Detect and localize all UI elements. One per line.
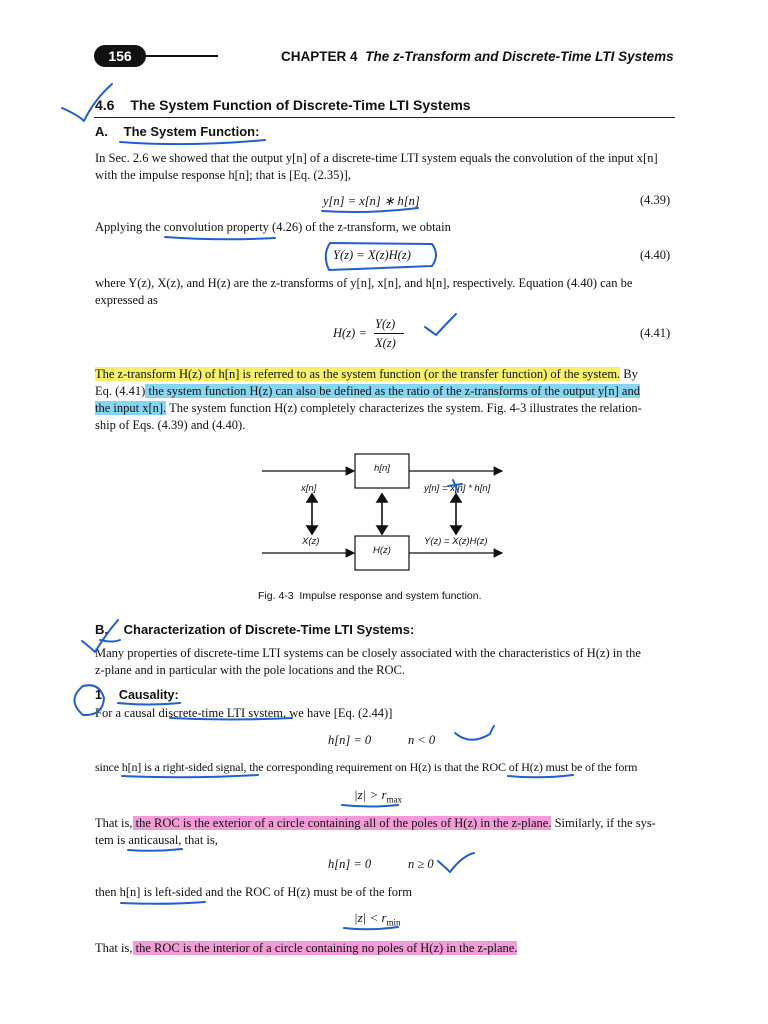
causality-line2: since h[n] is a right-sided signal, the corresponding requirement on H(z) is that the ROC of H(z) must be of the form [95, 760, 638, 774]
causality-title: Causality: [118, 688, 179, 702]
paragraph-a4-line3: the input x[n]. The system function H(z) completely characterizes the system. Fig. 4-3 illustrates the relation- [95, 401, 642, 415]
subsection-b-title: Characterization of Discrete-Time LTI Systems: [123, 622, 415, 637]
equation-roc-interior: $|z| < r_{min}$ [354, 910, 401, 928]
figure-input-bottom-label: X(z) [302, 536, 320, 547]
figure-input-top-label: x[n] [301, 483, 317, 494]
pen-check-causal-eq [455, 726, 494, 740]
double-arrow-center [377, 494, 387, 534]
equation-4-40: Y(z) = X(z)H(z) [333, 248, 411, 262]
section-title: The System Function of Discrete-Time LTI Systems [130, 97, 471, 113]
highlight-blue-2: the input x[n]. [95, 401, 167, 415]
header-rule [140, 55, 218, 57]
double-arrow-left [307, 494, 317, 534]
pen-underline-anticausal [128, 849, 182, 851]
causality-line3: That is, the ROC is the exterior of a circle containing all of the poles of H(z) in the z-plane. Similarly, if the sys- [95, 816, 656, 830]
chapter-heading [281, 49, 674, 64]
causality-heading [95, 688, 179, 702]
figure-box-top-label: h[n] [374, 463, 390, 474]
fraction-bar [374, 333, 404, 334]
highlight-pink-2: the ROC is the interior of a circle containing no poles of H(z) in the z-plane. [132, 941, 518, 955]
paragraph-a4-line1: The z-transform H(z) of h[n] is referred to as the system function (or the transfer function) of the system. By [95, 367, 638, 381]
equation-anticausal-right: n ≥ 0 [408, 857, 434, 871]
causality-line4: tem is anticausal, that is, [95, 833, 218, 847]
pen-underline-left-sided [121, 902, 205, 904]
equation-4-41-denominator: X(z) [375, 336, 396, 350]
figure-output-top-label: y[n] = x[n] * h[n] [424, 483, 491, 494]
equation-4-39: y[n] = x[n] ∗ h[n] [323, 194, 420, 208]
causality-label: 1. [95, 688, 106, 702]
figure-output-bottom-label: Y(z) = X(z)H(z) [424, 536, 488, 547]
equation-roc-exterior: $|z| > r_{max}$ [354, 787, 403, 805]
paragraph-a3-line2: expressed as [95, 293, 158, 307]
equation-number-4-39: (4.39) [640, 193, 671, 207]
paragraph-a1-line2: with the impulse response h[n]; that is [Eq. (2.35)], [95, 168, 351, 182]
paragraph-b-line2: z-plane and in particular with the pole locations and the ROC. [95, 663, 405, 677]
chapter-label: CHAPTER 4 [281, 49, 358, 64]
pen-check-eq-4-41 [425, 314, 456, 335]
pen-underline-convolution-property [165, 237, 275, 239]
equation-causal-right: n < 0 [408, 733, 436, 747]
chapter-title: The z-Transform and Discrete-Time LTI Systems [365, 49, 674, 64]
paragraph-a1 [95, 150, 677, 184]
figure-caption: Fig. 4-3 Impulse response and system function. [258, 590, 482, 602]
paragraph-a2: Applying the convolution property (4.26) of the z-transform, we obtain [95, 220, 451, 234]
paragraph-a4-line2: Eq. (4.41) the system function H(z) can also be defined as the ratio of the z-transforms of the output y[n] and [95, 384, 640, 398]
highlight-yellow: The z-transform H(z) of h[n] is referred to as the system function (or the transfer function) of the system. [95, 367, 621, 381]
causality-line3-4 [95, 815, 656, 849]
paragraph-a1-line1: In Sec. 2.6 we showed that the output y[n] of a discrete-time LTI system equals the convolution of the input x[n] [95, 151, 658, 165]
section-rule [94, 117, 675, 118]
page-number: 156 [108, 48, 132, 64]
figure-box-bottom-label: H(z) [373, 545, 391, 556]
paragraph-a3-line1: where Y(z), X(z), and H(z) are the z-transforms of y[n], x[n], and h[n], respectively. Equation (4.40) can be [95, 276, 633, 290]
subsection-b-heading [95, 622, 414, 637]
subsection-a-heading [95, 124, 259, 139]
equation-number-4-40: (4.40) [640, 248, 671, 262]
paragraph-b [95, 645, 641, 679]
paragraph-a3 [95, 275, 632, 309]
causality-line1: For a causal discrete-time LTI system, we have [Eq. (2.44)] [95, 706, 393, 720]
section-heading [95, 97, 471, 113]
double-arrow-right [451, 494, 461, 534]
equation-4-41-numerator: Y(z) [375, 317, 396, 331]
paragraph-a4 [95, 366, 642, 434]
causality-line6: That is, the ROC is the interior of a circle containing no poles of H(z) in the z-plane. [95, 941, 518, 955]
equation-anticausal-left: h[n] = 0 [328, 857, 372, 871]
page-number-badge [94, 45, 146, 67]
pen-underline-rmax [342, 805, 398, 807]
equation-causal-left: h[n] = 0 [328, 733, 372, 747]
pen-underline-subsection-b-title [100, 640, 120, 642]
highlight-pink-1: the ROC is the exterior of a circle containing all of the poles of H(z) in the z-plane. [132, 816, 552, 830]
pen-check-anticausal-eq [438, 853, 474, 872]
equation-4-41-lhs: H(z) = [333, 326, 367, 340]
pen-underline-system-function [120, 140, 265, 144]
subsection-a-title: The System Function: [123, 124, 260, 139]
causality-line5: then h[n] is left-sided and the ROC of H(z) must be of the form [95, 885, 412, 899]
paragraph-a4-line4: ship of Eqs. (4.39) and (4.40). [95, 418, 246, 432]
subsection-b-label: B. [95, 622, 108, 637]
highlight-blue-1: the system function H(z) can also be defined as the ratio of the z-transforms of the output y[n] and [145, 384, 640, 398]
section-number: 4.6 [95, 97, 115, 113]
equation-number-4-41: (4.41) [640, 326, 671, 340]
subsection-a-label: A. [95, 124, 108, 139]
paragraph-b-line1: Many properties of discrete-time LTI systems can be closely associated with the characteristics of H(z) in the [95, 646, 641, 660]
